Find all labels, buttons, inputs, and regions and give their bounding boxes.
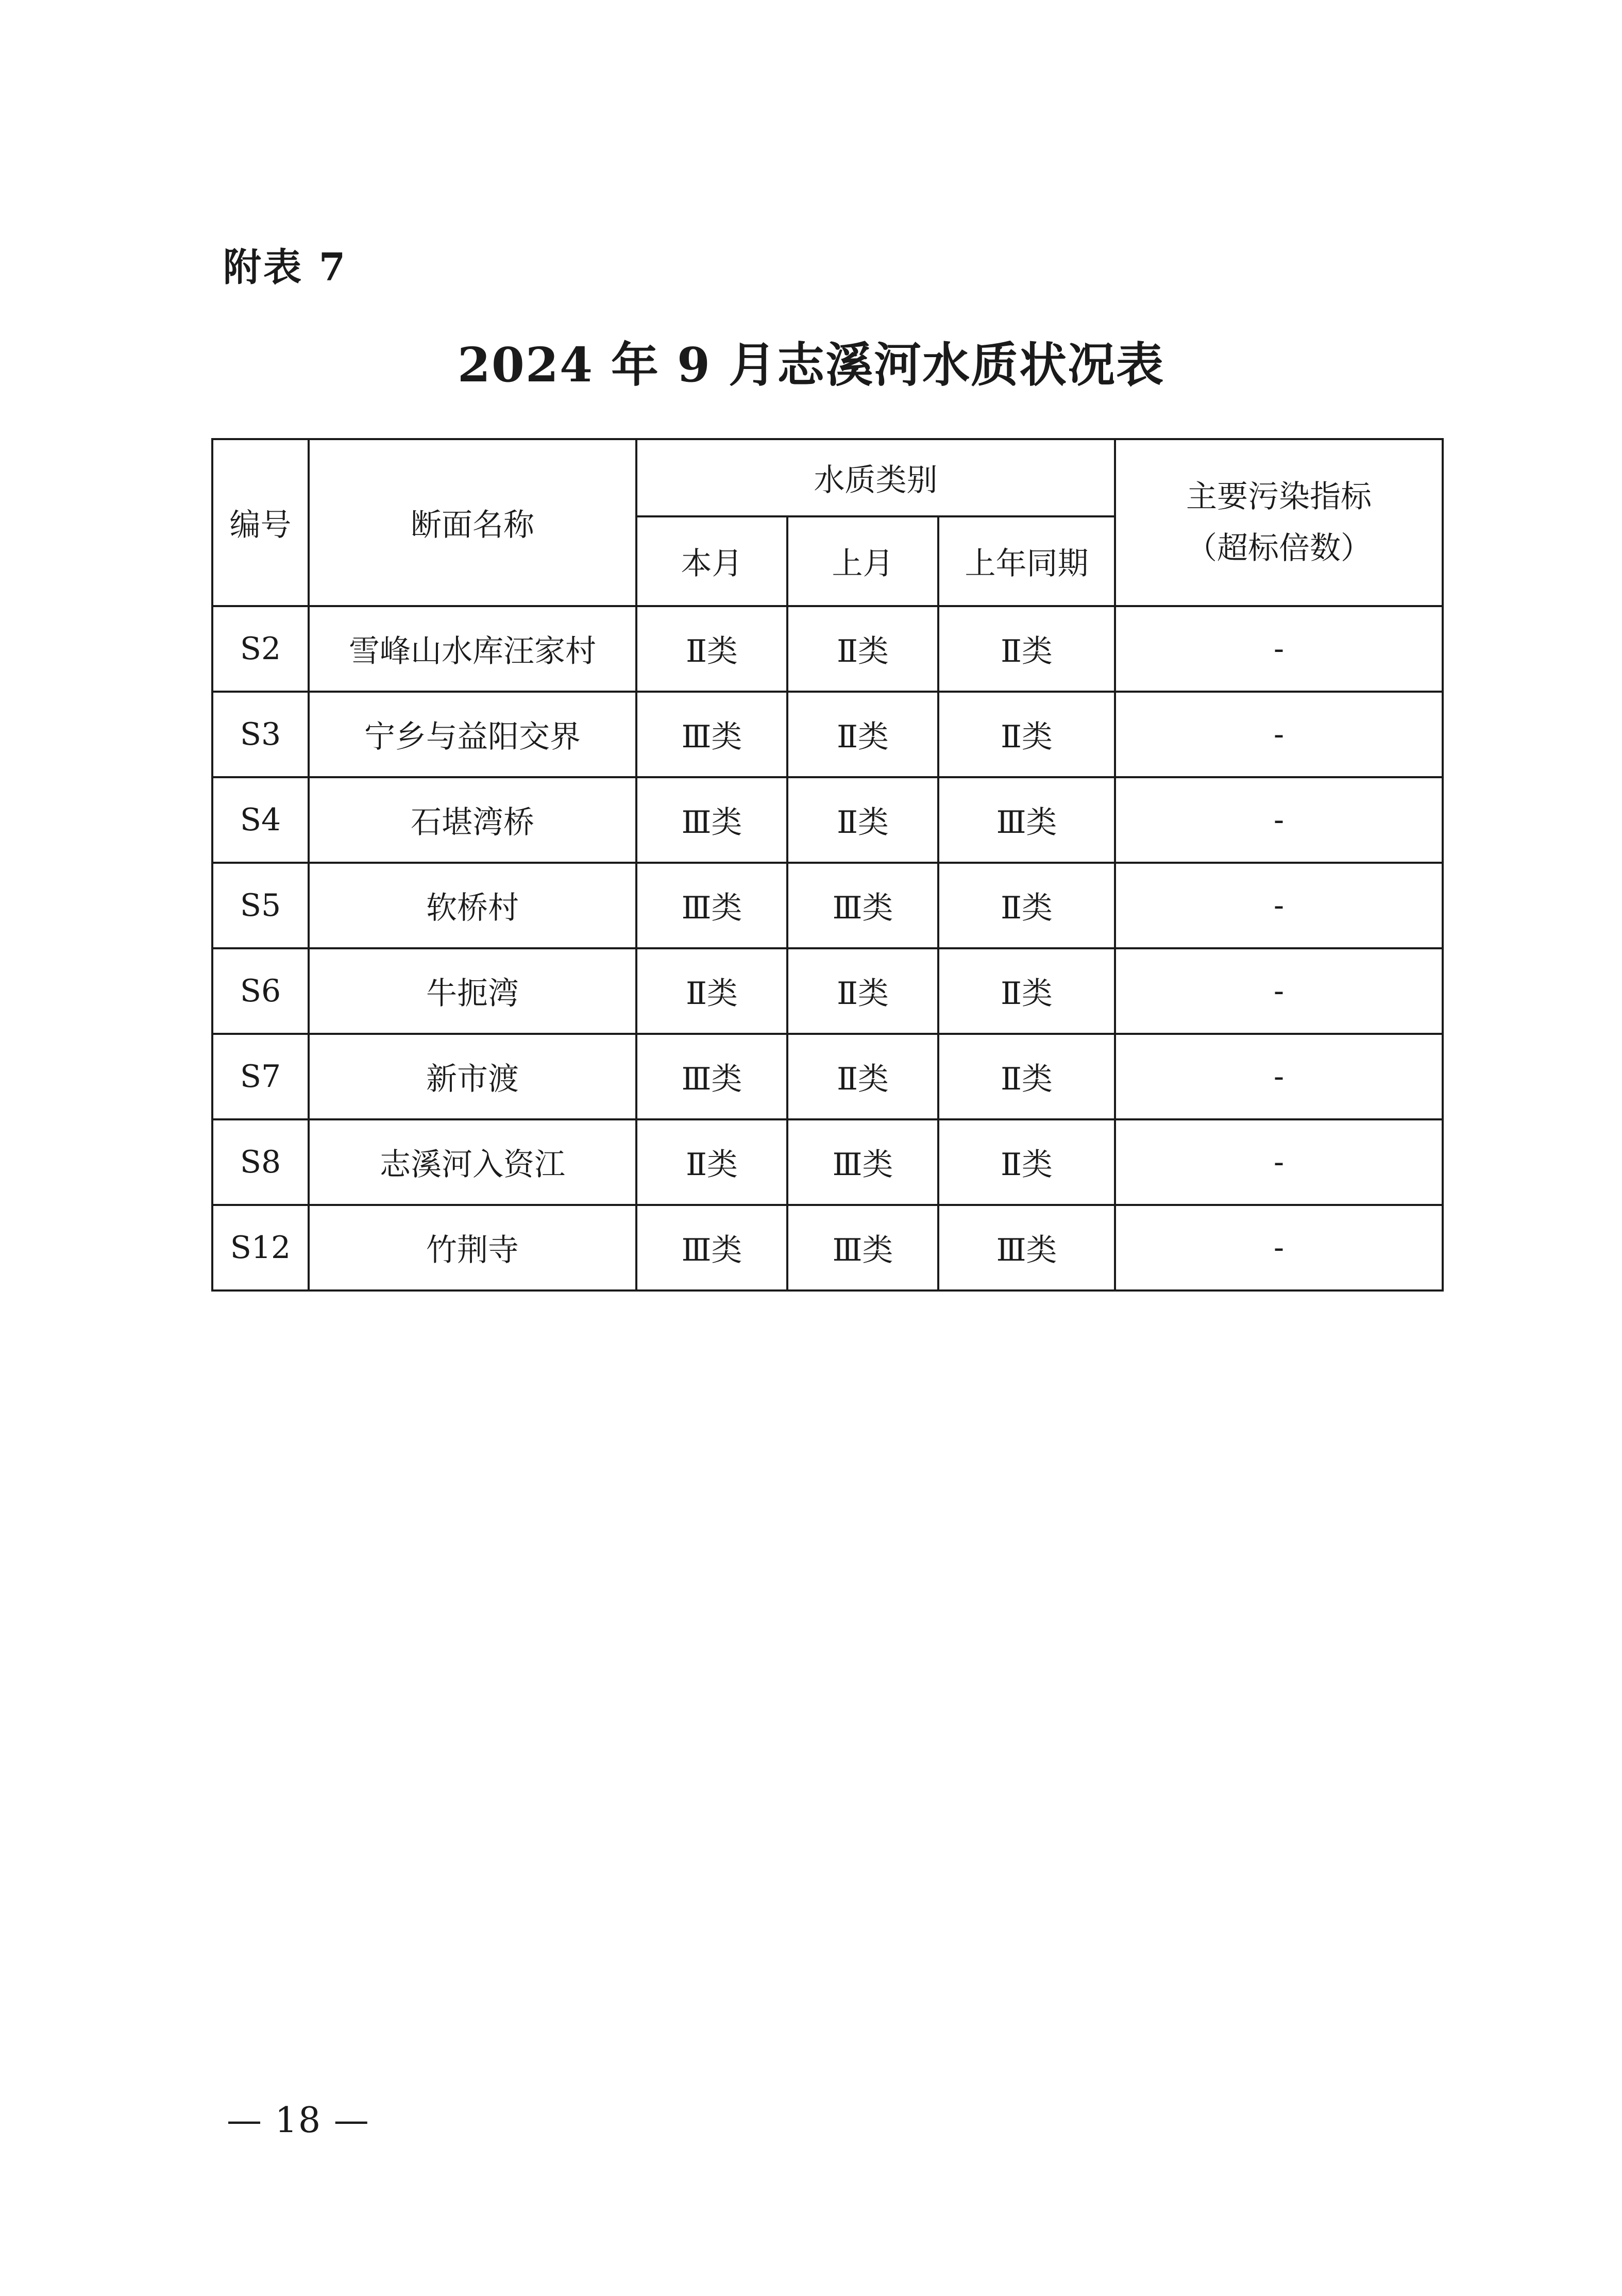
- cell-section-name: 石堪湾桥: [309, 777, 636, 863]
- cell-section-name: 竹荆寺: [309, 1205, 636, 1291]
- cell-last-year: Ⅱ类: [938, 606, 1115, 692]
- cell-last-year: Ⅱ类: [938, 1119, 1115, 1205]
- cell-id: S6: [212, 948, 309, 1034]
- cell-this-month: Ⅲ类: [636, 1034, 787, 1119]
- cell-last-month: Ⅲ类: [787, 1119, 938, 1205]
- cell-section-name: 雪峰山水库汪家村: [309, 606, 636, 692]
- appendix-label: 附表 7: [223, 245, 348, 290]
- cell-pollutant: -: [1115, 777, 1443, 863]
- cell-pollutant: -: [1115, 692, 1443, 777]
- page-title: 2024 年 9 月志溪河水质状况表: [457, 337, 1165, 393]
- header-water-quality-class: 水质类别: [636, 439, 1115, 516]
- cell-pollutant: -: [1115, 863, 1443, 948]
- cell-section-name: 新市渡: [309, 1034, 636, 1119]
- cell-this-month: Ⅲ类: [636, 692, 787, 777]
- cell-id: S7: [212, 1034, 309, 1119]
- header-main-pollutant-line1: 主要污染指标: [1186, 479, 1372, 515]
- cell-id: S8: [212, 1119, 309, 1205]
- table-row: [212, 948, 1443, 1034]
- cell-this-month: Ⅲ类: [636, 777, 787, 863]
- cell-this-month: Ⅲ类: [636, 863, 787, 948]
- cell-pollutant: -: [1115, 1034, 1443, 1119]
- table-body: [212, 606, 1443, 1291]
- cell-id: S5: [212, 863, 309, 948]
- cell-last-month: Ⅲ类: [787, 1205, 938, 1291]
- cell-pollutant: -: [1115, 1119, 1443, 1205]
- cell-id: S2: [212, 606, 309, 692]
- table-row: [212, 692, 1443, 777]
- cell-pollutant: -: [1115, 606, 1443, 692]
- cell-this-month: Ⅱ类: [636, 948, 787, 1034]
- cell-this-month: Ⅲ类: [636, 1205, 787, 1291]
- header-last-month: 上月: [787, 516, 938, 606]
- cell-section-name: 牛扼湾: [309, 948, 636, 1034]
- cell-last-year: Ⅱ类: [938, 1034, 1115, 1119]
- header-section-name: 断面名称: [309, 439, 636, 606]
- cell-last-year: Ⅲ类: [938, 777, 1115, 863]
- cell-last-month: Ⅱ类: [787, 606, 938, 692]
- header-this-month: 本月: [636, 516, 787, 606]
- cell-last-year: Ⅱ类: [938, 863, 1115, 948]
- table-row: [212, 1034, 1443, 1119]
- cell-section-name: 志溪河入资江: [309, 1119, 636, 1205]
- header-same-period-last-year: 上年同期: [938, 516, 1115, 606]
- cell-pollutant: -: [1115, 948, 1443, 1034]
- table-row: [212, 1119, 1443, 1205]
- cell-this-month: Ⅱ类: [636, 606, 787, 692]
- header-main-pollutant-line2: （超标倍数）: [1186, 530, 1372, 566]
- cell-last-month: Ⅱ类: [787, 1034, 938, 1119]
- cell-section-name: 软桥村: [309, 863, 636, 948]
- cell-last-month: Ⅱ类: [787, 777, 938, 863]
- cell-id: S4: [212, 777, 309, 863]
- cell-section-name: 宁乡与益阳交界: [309, 692, 636, 777]
- header-main-pollutant: [1115, 439, 1443, 606]
- table-header: [212, 439, 1443, 606]
- cell-id: S3: [212, 692, 309, 777]
- table-row: [212, 863, 1443, 948]
- table-row: [212, 606, 1443, 692]
- cell-last-year: Ⅱ类: [938, 692, 1115, 777]
- cell-pollutant: -: [1115, 1205, 1443, 1291]
- cell-last-month: Ⅱ类: [787, 692, 938, 777]
- page-number: — 18 —: [227, 2100, 370, 2141]
- cell-id: S12: [212, 1205, 309, 1291]
- cell-last-year: Ⅱ类: [938, 948, 1115, 1034]
- table-row: [212, 1205, 1443, 1291]
- header-id: 编号: [212, 439, 309, 606]
- cell-this-month: Ⅱ类: [636, 1119, 787, 1205]
- table-row: [212, 777, 1443, 863]
- water-quality-table: [211, 438, 1444, 1292]
- cell-last-month: Ⅱ类: [787, 948, 938, 1034]
- cell-last-year: Ⅲ类: [938, 1205, 1115, 1291]
- cell-last-month: Ⅲ类: [787, 863, 938, 948]
